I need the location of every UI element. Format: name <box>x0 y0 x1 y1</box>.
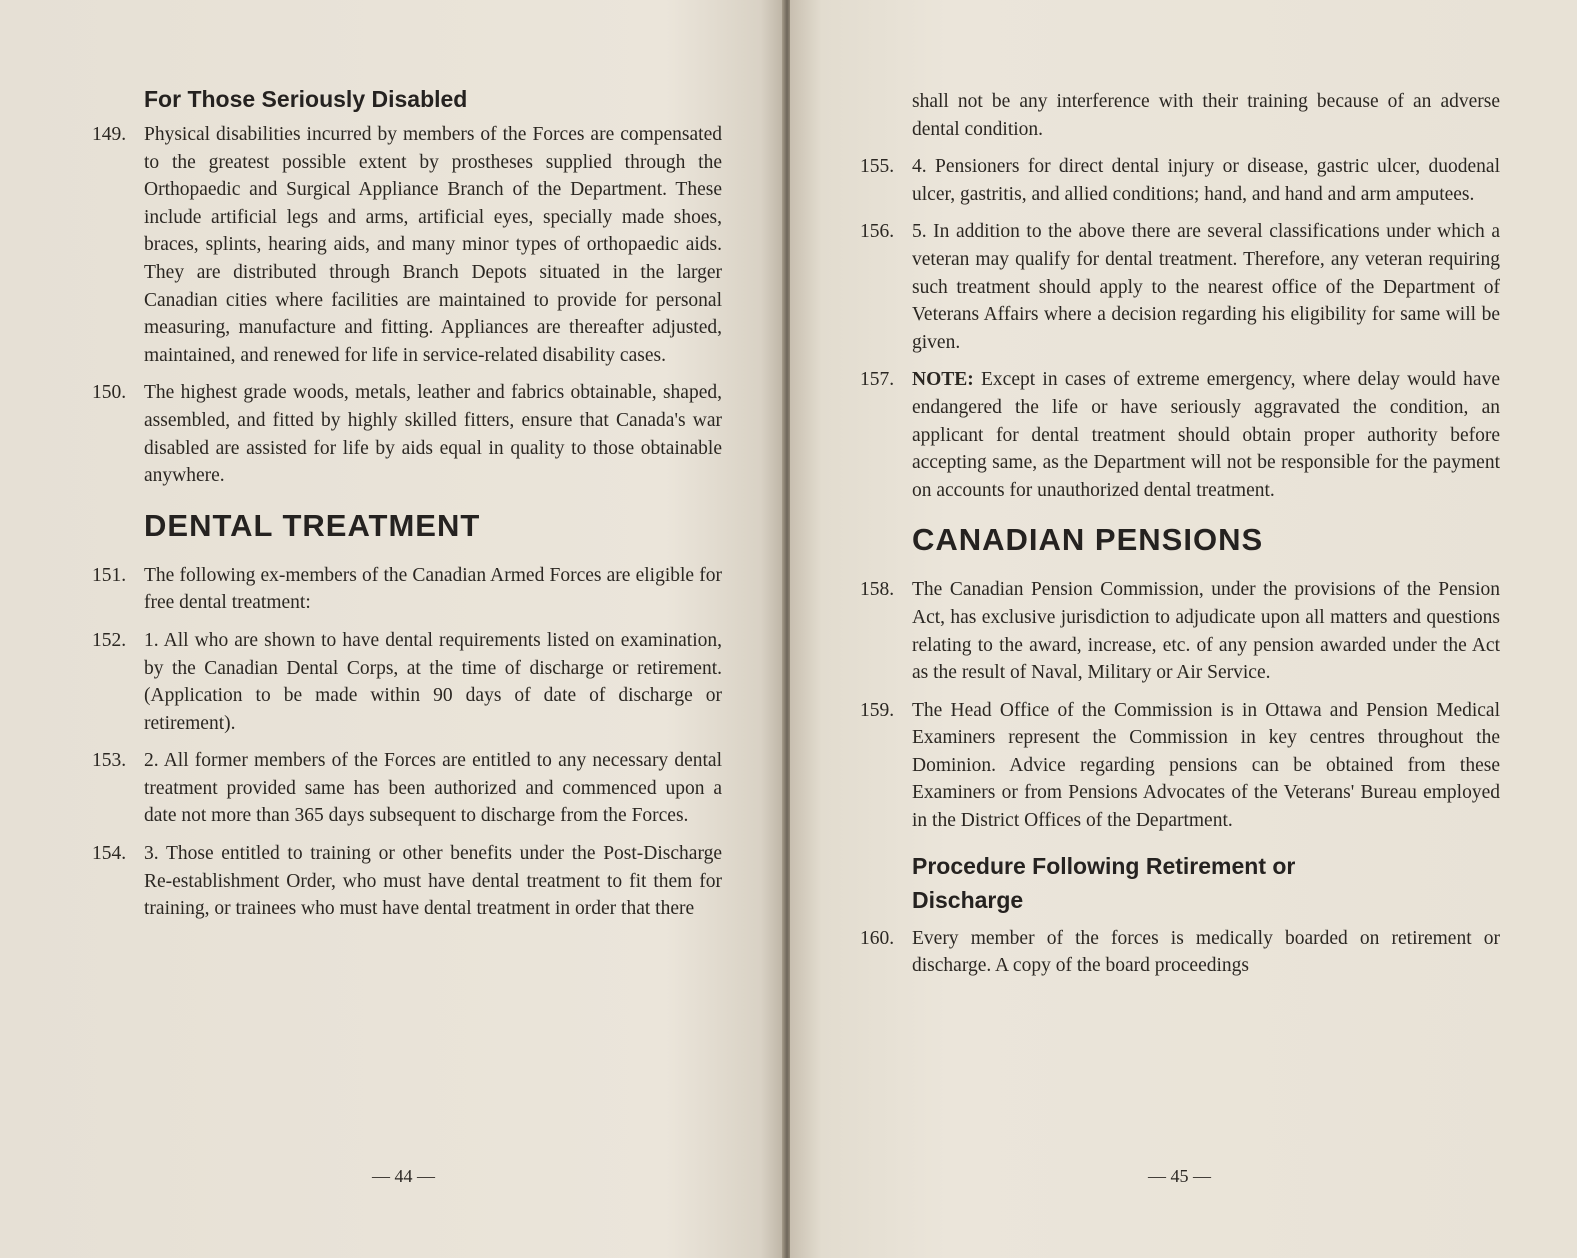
paragraph-150 <box>92 379 722 489</box>
paragraph-text: The following ex-members of the Canadian Armed Forces are eligible for free dental treatment: <box>144 564 722 614</box>
left-page <box>0 0 784 1258</box>
paragraph-160 <box>860 925 1500 980</box>
paragraph-text: The Head Office of the Commission is in Ottawa and Pension Medical Examiners represent the Commission in key centres throughout the Dominion. Advice regarding pensions can be obtained from these Examiners or from Pensions Advocates of the Veterans' Bureau employed in the District Offices of the Department. <box>912 699 1500 832</box>
paragraph-text: 5. In addition to the above there are several classifications under which a veteran may qualify for dental treatment. Therefore, any veteran requiring such treatment should apply to the nearest office of the Department of Veterans Affairs where a decision regarding his eligibility for same will be given. <box>912 221 1500 353</box>
paragraph-text: 2. All former members of the Forces are entitled to any necessary dental treatment provided same has been authorized and commenced upon a date not more than 365 days subsequent to discharge from the Forces. <box>144 750 722 827</box>
paragraph-text: Physical disabilities incurred by members of the Forces are compensated to the greatest possible extent by prostheses supplied through the Orthopaedic and Surgical Appliance Branch of the Department. These include artificial legs and arms, artificial eyes, specially made shoes, braces, splints, hearing aids, and many minor types of orthopaedic aids. They are distributed through Branch Depots situated in the larger Canadian cities where facilities are maintained to provide for personal measuring, manufacture and fitting. Appliances are thereafter adjusted, maintained, and renewed for life in service-related disability cases. <box>144 124 722 366</box>
paragraph-number: 150. <box>92 382 127 404</box>
paragraph-number: 158. <box>860 579 895 601</box>
paragraph-text: 4. Pensioners for direct dental injury or disease, gastric ulcer, duodenal ulcer, gastritis, and allied conditions; hand, and hand and arm amputees. <box>912 156 1500 205</box>
paragraph-text: 3. Those entitled to training or other benefits under the Post-Discharge Re-establishment Order, who must have dental treatment to fit them for training, or trainees who must have dental treatment in order that there <box>144 843 722 920</box>
heading-dental-treatment: DENTAL TREATMENT <box>144 507 481 543</box>
page-number-44: — 44 — <box>372 1166 435 1186</box>
right-page <box>790 0 1577 1258</box>
paragraph-149 <box>92 121 722 369</box>
paragraph-text: 1. All who are shown to have dental requirements listed on examination, by the Canadian Dental Corps, at the time of discharge or retirement. (Application to be made within 90 days of date of discharge or retirement). <box>144 629 722 734</box>
note-text: Except in cases of extreme emergency, where delay would have endangered the life or have seriously aggravated the condition, an applicant for dental treatment should obtain proper authority before accepting same, as the Department will not be responsible for the payment on accounts for unauthorized dental treatment. <box>912 369 1500 501</box>
paragraph-number: 151. <box>92 564 127 586</box>
paragraph-159 <box>860 697 1500 835</box>
paragraph-number: 159. <box>860 699 895 721</box>
paragraph-number: 157. <box>860 369 895 391</box>
paragraph-158 <box>860 576 1500 686</box>
paragraph-157-note <box>860 366 1500 504</box>
heading-canadian-pensions: CANADIAN PENSIONS <box>912 522 1264 558</box>
paragraph-number: 153. <box>92 750 127 772</box>
paragraph-text <box>912 366 1500 504</box>
section-heading-seriously-disabled: For Those Seriously Disabled <box>144 86 468 112</box>
paragraph-153 <box>92 747 722 830</box>
paragraph-text: The highest grade woods, metals, leather and fabrics obtainable, shaped, assembled, and fitted by highly skilled fitters, ensure that Canada's war disabled are assisted for life by aids equal in quality to those obtainable anywhere. <box>144 382 722 487</box>
paragraph-156 <box>860 218 1500 356</box>
paragraph-number: 149. <box>92 124 127 145</box>
paragraph-154-continuation: shall not be any interference with their training because of an adverse dental condition. <box>912 91 1500 140</box>
left-column <box>92 86 722 933</box>
paragraph-152 <box>92 627 722 737</box>
paragraph-number: 156. <box>860 221 895 243</box>
paragraph-number: 160. <box>860 927 895 949</box>
page-number-45: — 45 — <box>1148 1166 1211 1186</box>
paragraph-154 <box>92 840 722 923</box>
paragraph-text: The Canadian Pension Commission, under the provisions of the Pension Act, has exclusive jurisdiction to adjudicate upon all matters and questions relating to the award, increase, etc. of any pension awarded under the Act as the result of Naval, Military or Air Service. <box>912 579 1500 684</box>
paragraph-text: Every member of the forces is medically boarded on retirement or discharge. A copy of the board proceedings <box>912 927 1500 977</box>
paragraph-number: 152. <box>92 629 127 651</box>
paragraph-number: 155. <box>860 156 895 178</box>
paragraph-155 <box>860 153 1500 208</box>
paragraph-151 <box>92 562 722 617</box>
paragraph-number: 154. <box>92 843 127 865</box>
right-column <box>860 88 1500 990</box>
note-label: NOTE: <box>912 369 974 391</box>
heading-procedure-following-retirement: Procedure Following Retirement or Discharge <box>912 852 1296 913</box>
